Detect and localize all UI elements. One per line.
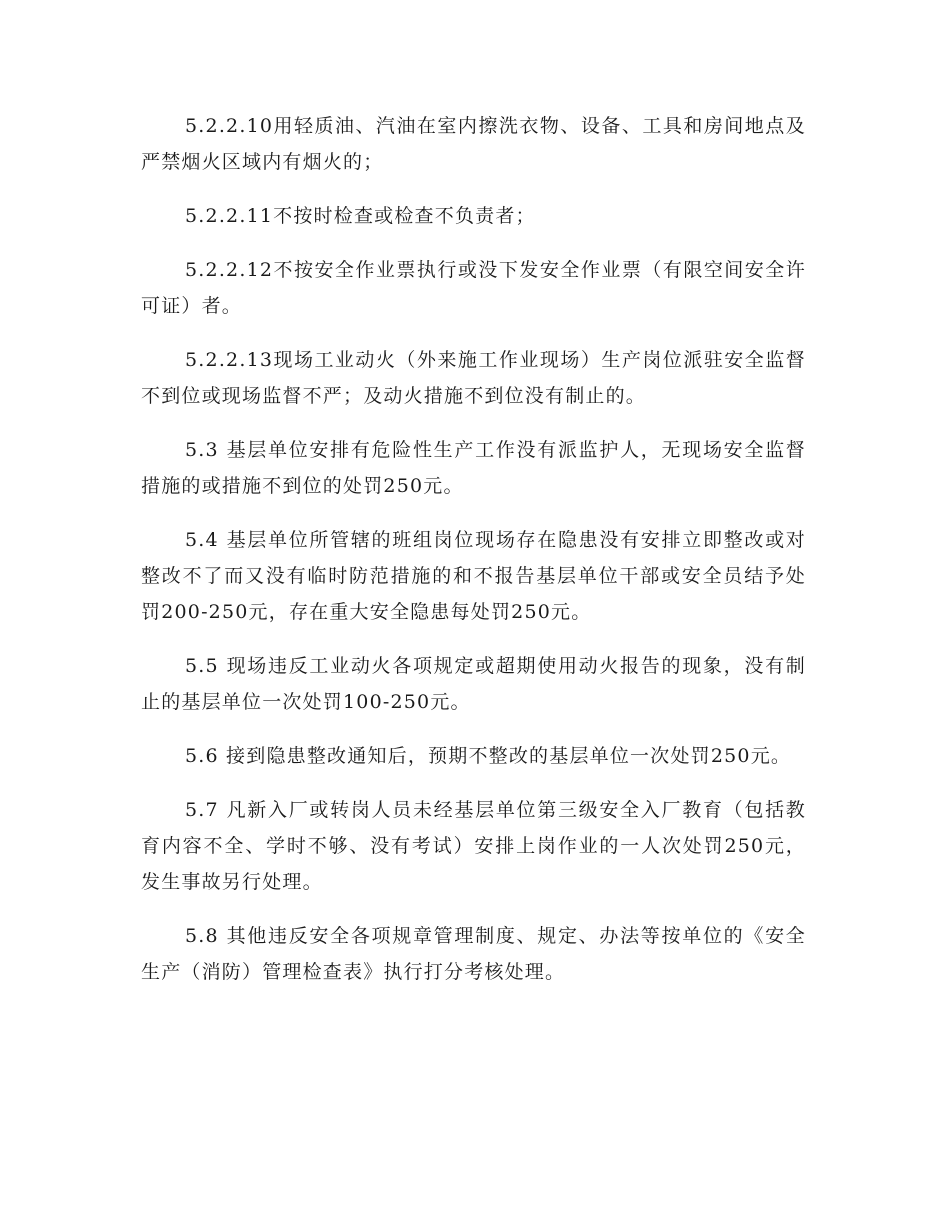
- paragraph-5-2-2-11: 5.2.2.11不按时检查或检查不负责者；: [185, 205, 536, 227]
- paragraph-5-8: 5.8 其他违反安全各项规章管理制度、规定、办法等按单位的《安全生产（消防）管理检查表》执行打分考核处理。: [141, 925, 806, 983]
- document-body: [141, 108, 806, 1008]
- paragraph-5-2-2-10: 5.2.2.10用轻质油、汽油在室内擦洗衣物、设备、工具和房间地点及严禁烟火区域内有烟火的；: [141, 115, 806, 173]
- paragraph-5-6: 5.6 接到隐患整改通知后，预期不整改的基层单位一次处罚250元。: [185, 745, 792, 767]
- paragraph-5-4: 5.4 基层单位所管辖的班组岗位现场存在隐患没有安排立即整改或对整改不了而又没有临时防范措施的和不报告基层单位干部或安全员结予处罚200-250元，存在重大安全隐患每处罚250元。: [141, 529, 806, 623]
- paragraph-5-7: 5.7 凡新入厂或转岗人员未经基层单位第三级安全入厂教育（包括教育内容不全、学时不够、没有考试）安排上岗作业的一人次处罚250元，发生事故另行处理。: [141, 799, 806, 893]
- paragraph-5-5: 5.5 现场违反工业动火各项规定或超期使用动火报告的现象，没有制止的基层单位一次处罚100-250元。: [141, 655, 806, 713]
- paragraph-5-2-2-12: 5.2.2.12不按安全作业票执行或没下发安全作业票（有限空间安全许可证）者。: [141, 259, 806, 317]
- paragraph-5-3: 5.3 基层单位安排有危险性生产工作没有派监护人，无现场安全监督措施的或措施不到位的处罚250元。: [141, 439, 806, 497]
- paragraph-5-2-2-13: 5.2.2.13现场工业动火（外来施工作业现场）生产岗位派驻安全监督不到位或现场监督不严；及动火措施不到位没有制止的。: [141, 349, 806, 407]
